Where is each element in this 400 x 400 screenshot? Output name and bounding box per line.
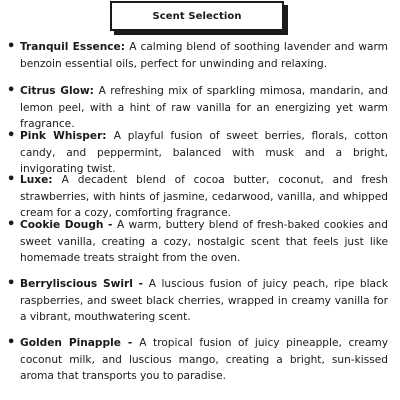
- scent-name: Pink Whisper:: [20, 130, 114, 142]
- scent-description: A tropical fusion of juicy pineapple, creamy coconut milk, and luscious mango, creating a bright, sun-kissed aroma that transports you to paradise.: [20, 337, 389, 383]
- page-title: Scent Selection: [152, 10, 242, 22]
- scent-item-golden-pinapple: [7, 335, 389, 385]
- scent-item-berryliscious-swirl: [7, 276, 388, 326]
- bullet-icon: •: [7, 335, 16, 350]
- scent-description: A warm, buttery blend of fresh-baked cookies and sweet vanilla, creating a cozy, nostalgic scent that feels just like homemade treats straight from the oven.: [20, 219, 388, 265]
- scent-name: Tranquil Essence:: [20, 41, 130, 53]
- scent-name: Cookie Dough -: [20, 219, 117, 231]
- scent-name: Luxe:: [20, 174, 62, 186]
- scent-description: A luscious fusion of juicy peach, ripe black raspberries, and sweet black cherries, wrapped in creamy vanilla for a vibrant, mouthwatering scent.: [20, 278, 388, 324]
- bullet-icon: •: [7, 172, 16, 187]
- scent-description: A calming blend of soothing lavender and warm benzoin essential oils, perfect for unwinding and relaxing.: [20, 41, 388, 70]
- scent-item-tranquil-essence: [7, 39, 388, 72]
- bullet-icon: •: [7, 39, 16, 54]
- scent-description: A refreshing mix of sparkling mimosa, mandarin, and lemon peel, with a hint of raw vanilla for an energizing yet warm fragrance.: [20, 85, 389, 131]
- scent-name: Berryliscious Swirl -: [20, 278, 149, 290]
- scent-item-pink-whisper: [7, 128, 388, 178]
- scent-item-citrus-glow: [7, 83, 389, 133]
- scent-description: A playful fusion of sweet berries, florals, cotton candy, and peppermint, balanced with musk and a bright, invigorating twist.: [20, 130, 388, 176]
- title-box: [110, 1, 284, 31]
- scent-description: A decadent blend of cocoa butter, coconut, and fresh strawberries, with hints of jasmine, cedarwood, vanilla, and whipped cream for a cozy, comforting fragrance.: [20, 174, 388, 220]
- scent-item-cookie-dough: [7, 217, 388, 267]
- scent-name: Golden Pinapple -: [20, 337, 140, 349]
- scent-item-luxe: [7, 172, 388, 222]
- bullet-icon: •: [7, 128, 16, 143]
- bullet-icon: •: [7, 276, 16, 291]
- scent-name: Citrus Glow:: [20, 85, 99, 97]
- bullet-icon: •: [7, 83, 16, 98]
- bullet-icon: •: [7, 217, 16, 232]
